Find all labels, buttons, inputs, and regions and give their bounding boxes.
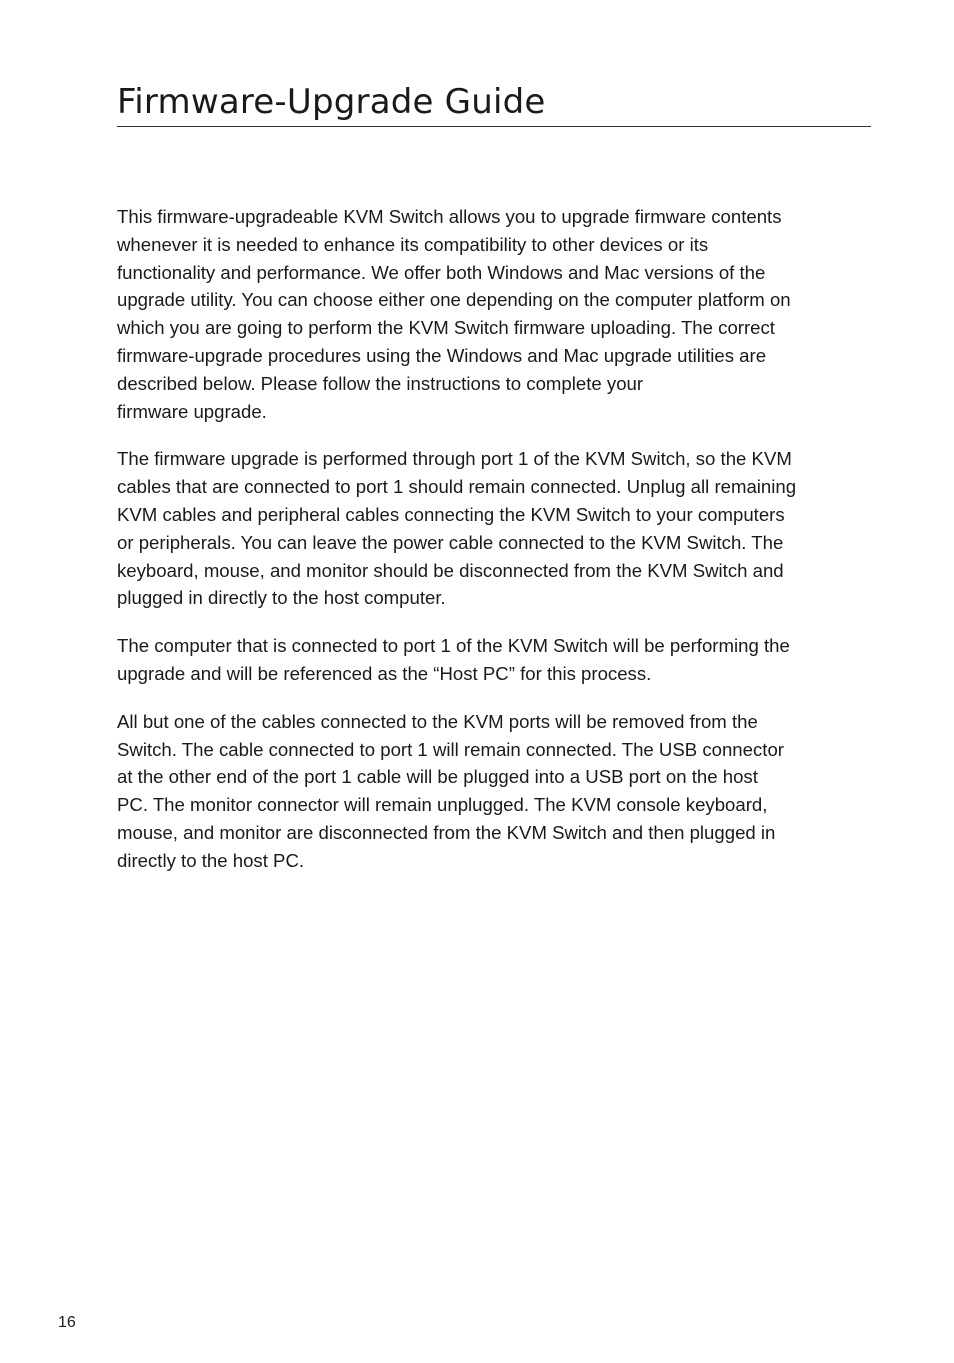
- text-line: whenever it is needed to enhance its compatibility to other devices or its: [117, 233, 709, 255]
- text-line: This firmware-upgradeable KVM Switch allows you to upgrade firmware contents: [117, 206, 782, 227]
- text-line: upgrade utility. You can choose either one depending on the computer platform on: [117, 289, 791, 311]
- text-line: keyboard, mouse, and monitor should be disconnected from the KVM Switch and: [117, 559, 784, 581]
- text-line: at the other end of the port 1 cable will be plugged into a USB port on the host: [117, 766, 758, 788]
- paragraph-intro: [117, 203, 877, 425]
- paragraph-port-setup: [117, 445, 877, 612]
- text-line: upgrade and will be referenced as the “Host PC” for this process.: [117, 662, 652, 684]
- text-line: described below. Please follow the instructions to complete your: [117, 372, 644, 394]
- text-line: PC. The monitor connector will remain unplugged. The KVM console keyboard,: [117, 794, 768, 816]
- text-line: which you are going to perform the KVM Switch firmware uploading. The correct: [117, 317, 775, 339]
- text-line: functionality and performance. We offer both Windows and Mac versions of the: [117, 261, 766, 283]
- text-line: The firmware upgrade is performed through port 1 of the KVM Switch, so the KVM: [117, 448, 792, 470]
- paragraph-cable-summary: [117, 708, 877, 875]
- text-line: KVM cables and peripheral cables connecting the KVM Switch to your computers: [117, 503, 785, 525]
- body-text: [117, 203, 877, 895]
- text-line: All but one of the cables connected to the KVM ports will be removed from the: [117, 710, 758, 732]
- text-line: firmware upgrade.: [117, 400, 267, 422]
- text-line: cables that are connected to port 1 should remain connected. Unplug all remaining: [117, 476, 797, 498]
- text-line: The computer that is connected to port 1 of the KVM Switch will be performing the: [117, 635, 790, 657]
- title-divider: [117, 126, 871, 127]
- text-line: plugged in directly to the host computer.: [117, 587, 446, 609]
- page-title: Firmware-Upgrade Guide: [117, 82, 546, 122]
- text-line: directly to the host PC.: [117, 849, 305, 871]
- page-number: 16: [58, 1314, 76, 1331]
- text-line: or peripherals. You can leave the power cable connected to the KVM Switch. The: [117, 531, 784, 553]
- paragraph-host-pc: [117, 632, 877, 688]
- text-line: firmware-upgrade procedures using the Windows and Mac upgrade utilities are: [117, 344, 767, 366]
- text-line: Switch. The cable connected to port 1 will remain connected. The USB connector: [117, 738, 784, 760]
- text-line: mouse, and monitor are disconnected from the KVM Switch and then plugged in: [117, 821, 776, 843]
